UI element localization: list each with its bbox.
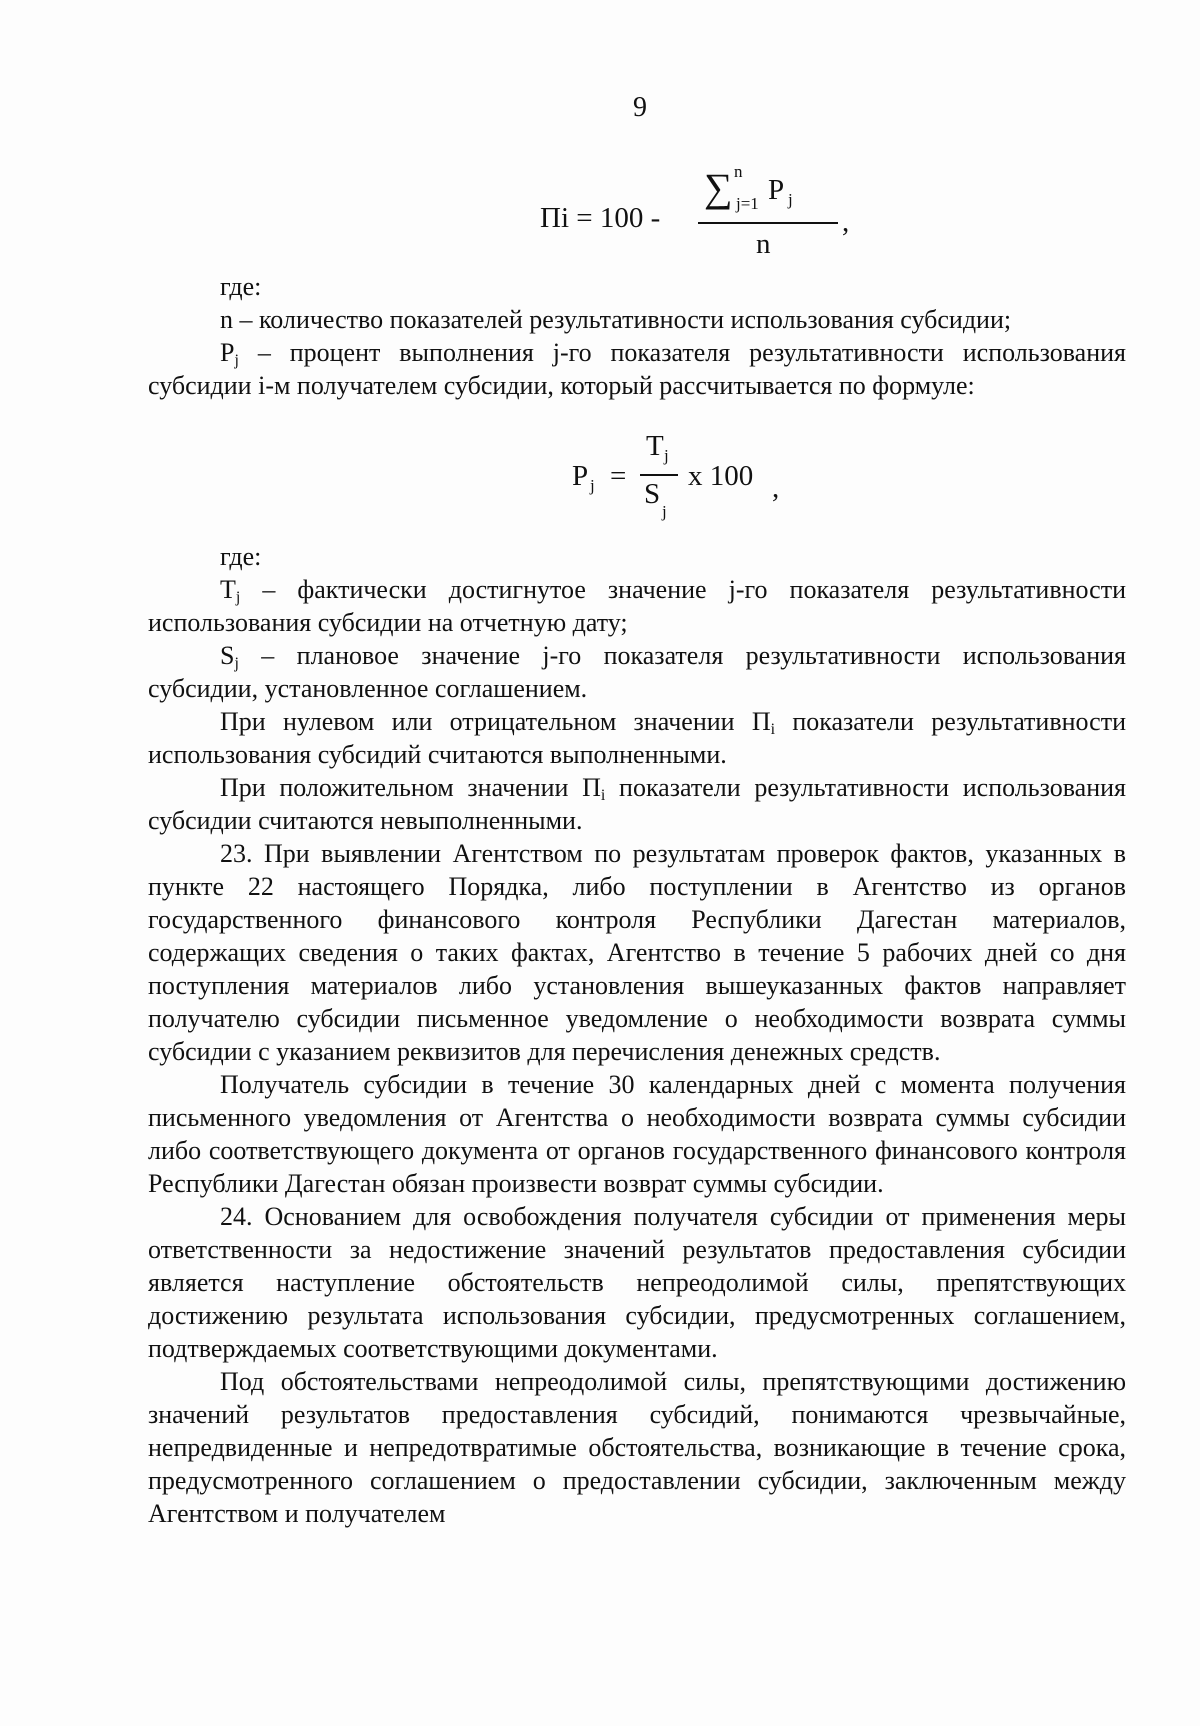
formula2-multiplier: x 100 xyxy=(688,460,754,492)
formula1-fraction xyxy=(698,160,850,270)
paragraph-recipient-refund: Получатель субсидии в течение 30 календарных дней с момента получения письменного уведомления от Агентства о необходимости возврата суммы субсидии либо соответствующего документа от органов государственного финансового контроля Республики Дагестан обязан произвести возврат суммы субсидии. xyxy=(148,1070,1126,1198)
definition-tj: $T_j$ – фактически достигнутое значение j-го показателя результативности использования субсидии на отчетную дату; xyxy=(148,575,1126,637)
definition-sj: $S_j$ – плановое значение j-го показателя результативности использования субсидии, установленное соглашением. xyxy=(148,641,1126,703)
formula1-denominator: n xyxy=(756,228,771,260)
formula2-numerator: T xyxy=(646,430,664,462)
formula-performance-index xyxy=(540,160,860,270)
paragraph-zero-value: При нулевом или отрицательном значении $П_i$ показатели результативности использования субсидий считаются выполненными. xyxy=(148,707,1126,769)
page-number: 9 xyxy=(633,92,647,123)
paragraph-24: 24. Основанием для освобождения получателя субсидии от применения меры ответственности за недостижение значений результатов предоставления субсидии является наступление обстоятельств непреодолимой силы, препятствующих достижению результата использования субсидии, предусмотренных соглашением, подтверждаемых соответствующими документами. xyxy=(148,1202,1126,1363)
definition-pj: $P_j$ – процент выполнения j-го показателя результативности использования субсидии i-м получателем субсидии, который рассчитывается по формуле: xyxy=(148,338,1126,400)
paragraph-23: 23. При выявлении Агентством по результатам проверок фактов, указанных в пункте 22 настоящего Порядка, либо поступлении в Агентство из органов государственного финансового контроля Республики Дагестан материалов, содержащих сведения о таких фактах, Агентство в течение 5 рабочих дней со дня поступления материалов либо установления вышеуказанных фактов направляет получателю субсидии письменное уведомление о необходимости возврата суммы субсидии с указанием реквизитов для перечисления денежных средств. xyxy=(148,839,1126,1066)
sum-lower-limit: j=1 xyxy=(736,194,759,213)
main-text-block xyxy=(148,540,1126,1530)
sum-symbol: ∑ xyxy=(704,165,733,210)
where-label-2: где: xyxy=(220,542,262,571)
formula1-lhs: Пi = 100 - xyxy=(540,202,661,234)
sum-term-subscript: j xyxy=(788,190,793,209)
where-label-1: где: xyxy=(220,272,262,301)
paragraph-positive-value: При положительном значении $П_i$ показатели результативности использования субсидии считаются невыполненными. xyxy=(148,773,1126,835)
formula2-denominator-subscript: j xyxy=(662,502,667,521)
formula-percent-completion xyxy=(572,430,802,530)
fraction-bar xyxy=(698,222,838,224)
formula2-lhs: P xyxy=(572,460,589,492)
formula2-equals: = xyxy=(610,460,627,492)
sum-term: P xyxy=(768,174,785,206)
formula2-denominator: S xyxy=(644,478,661,510)
formula2-lhs-subscript: j xyxy=(590,476,595,495)
formula2-numerator-subscript: j xyxy=(664,446,669,465)
sum-upper-limit: n xyxy=(734,162,743,181)
formula2-comma: , xyxy=(772,472,780,504)
definitions-block-1 xyxy=(148,270,1126,402)
paragraph-force-majeure: Под обстоятельствами непреодолимой силы, препятствующими достижению значений результатов предоставления субсидий, понимаются чрезвычайные, непредвиденные и непредотвратимые обстоятельства, возникающие в течение срока, предусмотренного соглашением о предоставлении субсидии, заключенным между Агентством и получателем xyxy=(148,1367,1126,1528)
definition-n: n – количество показателей результативности использования субсидии; xyxy=(220,305,1012,334)
fraction-bar xyxy=(640,474,678,476)
formula1-comma: , xyxy=(842,206,850,238)
